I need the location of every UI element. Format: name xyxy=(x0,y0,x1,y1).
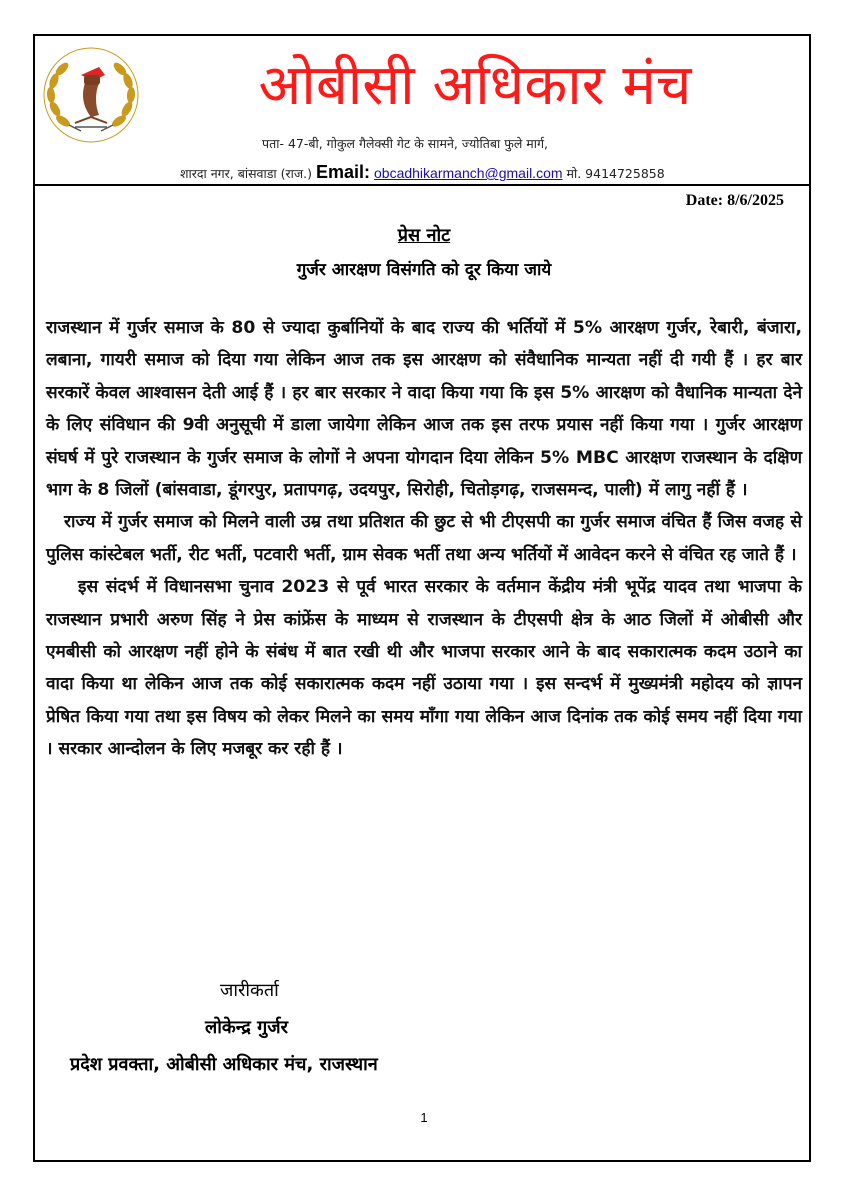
email-link[interactable]: obcadhikarmanch@gmail.com xyxy=(374,165,563,181)
issuer-label: जारीकर्ता xyxy=(220,980,279,1001)
phone-label: मो. xyxy=(566,166,582,181)
phone-number: 9414725858 xyxy=(585,166,665,181)
address-city: शारदा नगर, बांसवाडा (राज.) xyxy=(180,166,312,181)
organization-title: ओबीसी अधिकार मंच xyxy=(258,53,692,118)
address-line-2 xyxy=(180,163,665,183)
email-label: Email: xyxy=(315,162,371,182)
page-number: 1 xyxy=(420,1110,428,1125)
press-note-title xyxy=(0,224,848,248)
organization-logo xyxy=(41,45,141,145)
issuer-designation: प्रदेश प्रवक्ता, ओबीसी अधिकार मंच, राजस्थान xyxy=(70,1054,378,1075)
document-date: Date: 8/6/2025 xyxy=(685,192,784,209)
paragraph-3: इस संदर्भ में विधानसभा चुनाव 2023 से पूर्व भारत सरकार के वर्तमान केंद्रीय मंत्री भूपेंद्र यादव तथा भाजपा के राजस्थान प्रभारी अरुण सिंह ने प्रेस कांफ्रेंस के माध्यम से राजस्थान के टीएसपी क्षेत्र के आठ जिलों में ओबीसी और एमबीसी को आरक्षण नहीं होने के संबंध में बात रखी थी और भाजपा सरकार आने के बाद सकारात्मक कदम उठाने का वादा किया था लेकिन आज तक कोई सकारात्मक कदम नहीं उठाया गया । इस सन्दर्भ में मुख्यमंत्री महोदय को ज्ञापन प्रेषित किया गया तथा इस विषय को लेकर मिलने का समय माँगा गया लेकिन आज दिनांक तक कोई समय नहीं दिया गया । सरकार आन्दोलन के लिए मजबूर कर रही हैं । xyxy=(46,577,803,760)
header-divider xyxy=(33,184,811,186)
paragraph-2: राज्य में गुर्जर समाज को मिलने वाली उम्र तथा प्रतिशत की छुट से भी टीएसपी का गुर्जर समाज वंचित हैं जिस वजह से पुलिस कांस्टेबल भर्ती, रीट भर्ती, पटवारी भर्ती, ग्राम सेवक भर्ती तथा अन्य भर्तियों में आवेदन करने से वंचित रह जाते हैं । xyxy=(46,512,802,565)
address-line-1: पता- 47-बी, गोकुल गैलेक्सी गेट के सामने, ज्योतिबा फुले मार्ग, xyxy=(262,136,549,151)
body-text xyxy=(46,312,802,766)
issuer-name: लोकेन्द्र गुर्जर xyxy=(205,1017,288,1038)
press-note-title-text: प्रेस नोट xyxy=(397,225,451,246)
paragraph-1: राजस्थान में गुर्जर समाज के 80 से ज्यादा कुर्बानियों के बाद राज्य की भर्तियों में 5% आरक्षण गुर्जर, रेबारी, बंजारा, लबाना, गायरी समाज को दिया गया लेकिन आज तक इस आरक्षण को संवैधानिक मान्यता नहीं दी गयी हैं । हर बार सरकारें केवल आश्वासन देती आई हैं । हर बार सरकार ने वादा किया गया कि इस 5% आरक्षण को वैधानिक मान्यता देने के लिए संविधान की 9वी अनुसूची में डाला जायेगा लेकिन आज तक इस तरफ प्रयास नहीं किया गया । गुर्जर आरक्षण संघर्ष में पुरे राजस्थान के गुर्जर समाज के लोगों ने अपना योगदान दिया लेकिन 5% MBC आरक्षण राजस्थान के दक्षिण भाग के 8 जिलों (बांसवाडा, डूंगरपुर, प्रतापगढ़, उदयपुर, सिरोही, चितोड़गढ़, राजसमन्द, पाली) में लागु नहीं हैं । xyxy=(46,318,802,501)
press-note-subject: गुर्जर आरक्षण विसंगति को दूर किया जाये xyxy=(296,260,552,280)
